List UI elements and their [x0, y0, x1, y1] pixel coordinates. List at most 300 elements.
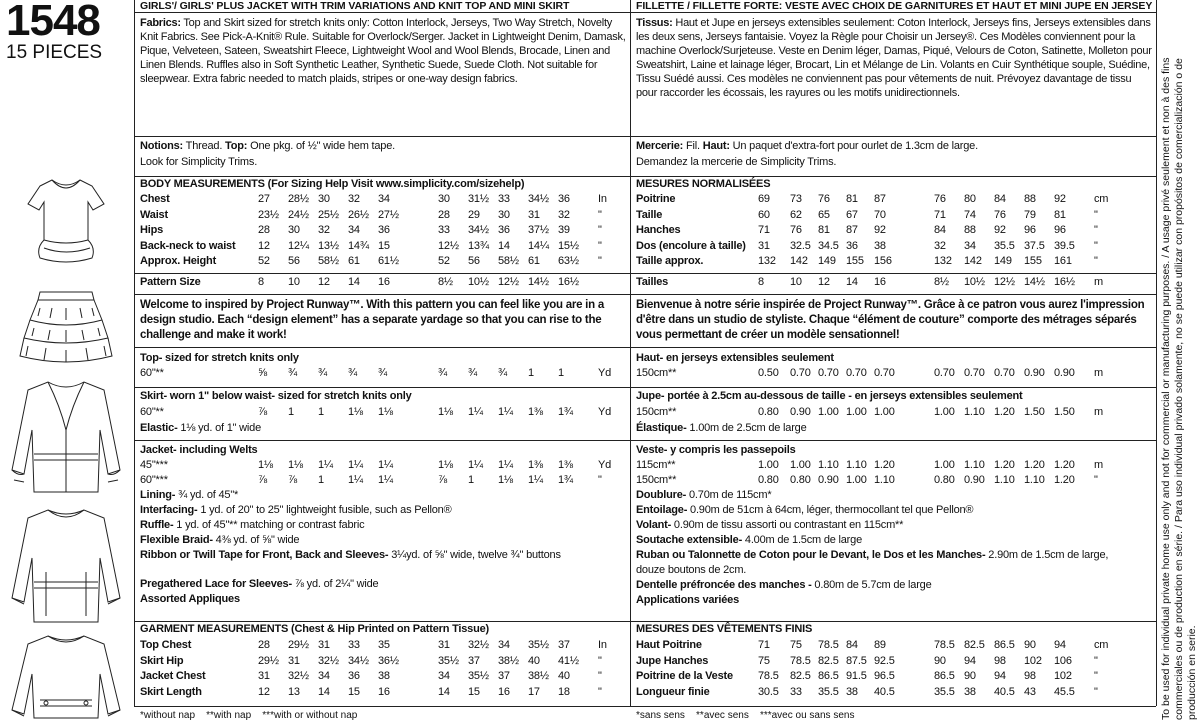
row-label: Hanches	[636, 224, 681, 236]
row-label: 60"**	[140, 406, 164, 418]
cell-value: 149	[818, 255, 836, 267]
cell-value: 12½	[438, 239, 459, 252]
row-label: 60"**	[140, 367, 164, 379]
cell-value: 1⅜	[558, 459, 573, 471]
cell-value: 32	[318, 224, 330, 236]
en-notions-line2: Look for Simplicity Trims.	[140, 156, 258, 168]
cell-value: 1.50	[1054, 406, 1075, 418]
cell-value: 13½	[318, 239, 339, 252]
cell-value: 17	[528, 685, 540, 698]
row-label: Skirt Length	[140, 685, 202, 698]
cell-value: 14	[318, 685, 330, 698]
cell-value: 90	[964, 670, 976, 682]
cell-value: 38½	[528, 670, 549, 682]
extra-notion-label: Ruffle-	[140, 519, 174, 531]
cell-value: 1	[528, 367, 534, 379]
cell-unit: "	[598, 474, 602, 486]
cell-value: 142	[964, 255, 982, 267]
cell-value: 38½	[498, 654, 519, 667]
cell-value: 16½	[1054, 276, 1075, 288]
cell-value: 1	[288, 406, 294, 418]
extra-notion-line	[140, 534, 299, 546]
cell-value: 33	[498, 193, 510, 205]
jacket-front-illustration	[12, 382, 120, 492]
cell-value: 32½	[288, 670, 309, 682]
cell-value: 88	[1024, 193, 1036, 205]
cell-value: 10	[790, 276, 802, 288]
row-label: Chest	[140, 193, 170, 205]
cell-value: 37½	[528, 224, 549, 236]
table-row	[636, 275, 1150, 290]
jacket-back-belt-illustration	[12, 636, 120, 718]
cell-value: 12½	[498, 276, 519, 288]
cell-value: 155	[1024, 255, 1042, 267]
cell-value: 14	[438, 685, 450, 698]
cell-value: 0.80	[790, 474, 811, 486]
cell-value: 75	[758, 654, 770, 667]
cell-value: 8	[758, 276, 764, 288]
table-row	[636, 223, 1150, 238]
cell-value: 82.5	[818, 654, 839, 667]
cell-value: 1⅛	[258, 459, 273, 471]
extra-notion-text: 2.90m de 1.5cm de large,	[985, 549, 1109, 561]
cell-unit: "	[1094, 474, 1098, 486]
cell-value: 106	[1054, 654, 1072, 667]
cell-unit: Yd	[598, 459, 612, 471]
cell-value: 15	[468, 685, 480, 698]
cell-value: 1.10	[846, 459, 867, 471]
extra-notion-line	[636, 534, 862, 546]
extra-notion-label: Lining-	[140, 489, 176, 501]
cell-value: ¾	[498, 367, 507, 379]
cell-value: ⅝	[258, 367, 267, 379]
cell-value: 1	[318, 406, 324, 418]
cell-value: 0.80	[758, 406, 779, 418]
cell-value: 0.80	[934, 474, 955, 486]
cell-value: 86.5	[934, 670, 955, 682]
cell-unit: "	[1094, 654, 1098, 667]
cell-value: 36	[558, 193, 570, 205]
extra-notion-label: Ribbon or Twill Tape for Front, Back and Sleeves-	[140, 549, 389, 561]
cell-value: 12	[258, 239, 270, 252]
en-title: GIRLS'/ GIRLS' PLUS JACKET WITH TRIM VARIATIONS AND KNIT TOP AND MINI SKIRT	[140, 0, 570, 12]
table-row	[636, 208, 1150, 223]
cell-value: 80	[964, 193, 976, 205]
cell-value: 27½	[378, 208, 399, 221]
cell-value: ¾	[318, 367, 327, 379]
cell-value: 36	[846, 239, 858, 252]
cell-value: 61	[348, 255, 360, 267]
en-welcome: Welcome to inspired by Project Runway™. With this pattern you can feel like you are in a design studio. Each “design element” has a separate yardage so that you can rise to the challenge and make it work!	[140, 299, 604, 341]
cell-value: 1¼	[498, 459, 513, 471]
cell-unit: "	[1094, 224, 1098, 236]
cell-value: 1.00	[790, 459, 811, 471]
fr-body-heading: MESURES NORMALISÉES	[636, 178, 771, 190]
cell-value: 1.00	[934, 406, 955, 418]
cell-value: 14¾	[348, 239, 369, 252]
cell-value: 75	[790, 639, 802, 651]
extra-notion-text: 0.70m de 115cm*	[686, 489, 772, 501]
cell-value: 63½	[558, 255, 579, 267]
table-row	[636, 638, 1150, 653]
table-row	[636, 254, 1150, 269]
en-top-heading: Top- sized for stretch knits only	[140, 352, 299, 364]
cell-value: 1⅛	[498, 474, 513, 486]
cell-value: 37.5	[1024, 239, 1045, 252]
cell-value: 15	[348, 685, 360, 698]
cell-value: 1.10	[994, 474, 1015, 486]
cell-value: 155	[846, 255, 864, 267]
extra-notion-text: 3¼yd. of ⅝" wide, twelve ¾" buttons	[388, 549, 561, 561]
fr-jacket-heading: Veste- y compris les passepoils	[636, 444, 796, 456]
table-row	[636, 458, 1150, 473]
cell-value: 56	[468, 255, 480, 267]
cell-value: 12¼	[288, 239, 309, 252]
cell-value: 81	[1054, 208, 1066, 221]
row-label: Taille approx.	[636, 255, 704, 267]
extra-notion-text: 4.00m de 1.5cm de large	[742, 534, 862, 546]
cell-value: ¾	[348, 367, 357, 379]
cell-value: 37	[498, 670, 510, 682]
cell-value: 52	[258, 255, 270, 267]
cell-value: 18	[558, 685, 570, 698]
cell-value: 81	[846, 193, 858, 205]
extra-notion-line	[140, 593, 240, 605]
en-notions	[140, 140, 395, 152]
cell-value: 30	[318, 193, 330, 205]
row-label: Approx. Height	[140, 255, 217, 267]
extra-notion-line	[636, 549, 1108, 561]
row-label: Haut Poitrine	[636, 639, 702, 651]
extra-notion-label: Soutache extensible-	[636, 534, 743, 546]
cell-value: 32½	[468, 639, 489, 651]
cell-value: 92	[874, 224, 886, 236]
skirt-illustration	[20, 292, 112, 362]
cell-value: 71	[758, 224, 770, 236]
row-label: Taille	[636, 208, 663, 221]
cell-value: 142	[790, 255, 808, 267]
cell-value: 14	[498, 239, 510, 252]
cell-unit: Yd	[598, 406, 612, 418]
cell-value: 23½	[258, 208, 279, 221]
fr-fabrics-text: Haut et Jupe en jerseys extensibles seulement: Coton Interlock, Jerseys fins, Jerseys extensibles dans les deux sens, Jerseys fantaisie. Voyez la Règle pour Choisir un Jersey®. Ces Modèles conviennent pour la machine Overlock/Surjeteuse. Veste en Denim léger, Damas, Piqué, Velours de Coton, Satinette, Molleton pour Sweatshirt, Laine et lainage léger, Brocart, Lin et Mélange de Lin. Volants en Cuir Synthétique souple, Suédine, Tissu Suédé aussi. Ces modèles ne conviennent pas pour vêtements de nuit. Prévoyez davantage de tissu pour raccorder les écossais, les rayures ou les motifs unidirectionnels.	[636, 17, 1152, 99]
cell-value: 34	[438, 670, 450, 682]
cell-unit: "	[1094, 239, 1098, 252]
cell-value: 33	[438, 224, 450, 236]
cell-value: 86.5	[994, 639, 1015, 651]
cell-value: 31	[258, 670, 270, 682]
cell-value: 34	[378, 193, 390, 205]
extra-notion-text: douze boutons de 2cm.	[636, 564, 747, 576]
cell-value: 96	[1024, 224, 1036, 236]
fr-elastic	[636, 422, 807, 434]
cell-value: 1¾	[558, 474, 573, 486]
cell-value: 73	[790, 193, 802, 205]
cell-value: 26½	[348, 208, 369, 221]
extra-notion-label: Entoilage-	[636, 504, 688, 516]
cell-value: 35	[378, 639, 390, 651]
cell-value: 29½	[288, 639, 309, 651]
cell-value: 1.10	[818, 459, 839, 471]
cell-unit: "	[1094, 208, 1098, 221]
en-garment-heading: GARMENT MEASUREMENTS (Chest & Hip Printed on Pattern Tissue)	[140, 623, 489, 635]
extra-notion-label: Applications variées	[636, 594, 739, 606]
cell-value: 0.90	[1024, 367, 1045, 379]
cell-value: 1.10	[964, 406, 985, 418]
cell-unit: "	[1094, 670, 1098, 682]
en-notions-top-label: Top:	[225, 140, 248, 152]
cell-value: 32	[934, 239, 946, 252]
extra-notion-label: Volant-	[636, 519, 672, 531]
cell-value: 76	[934, 193, 946, 205]
cell-value: 56	[288, 255, 300, 267]
fr-elastic-text: 1.00m de 2.5cm de large	[686, 422, 807, 434]
cell-value: 34	[318, 670, 330, 682]
extra-notion-line	[140, 519, 364, 531]
row-label: Pattern Size	[140, 276, 201, 288]
cell-value: ⅞	[438, 474, 447, 486]
row-label: Poitrine	[636, 193, 676, 205]
garment-illustrations	[0, 170, 132, 720]
cell-value: 1⅛	[348, 406, 363, 418]
cell-unit: "	[1094, 685, 1098, 698]
cell-value: 1⅜	[528, 406, 543, 418]
cell-value: 14¼	[528, 239, 549, 252]
cell-value: 96	[1054, 224, 1066, 236]
cell-value: 34½	[348, 654, 369, 667]
cell-value: 8½	[934, 276, 949, 288]
cell-value: 39.5	[1054, 239, 1075, 252]
cell-value: 76	[994, 208, 1006, 221]
cell-value: 67	[846, 208, 858, 221]
fr-notions	[636, 140, 978, 152]
usage-notice	[1160, 4, 1199, 720]
cell-value: 35½	[528, 639, 549, 651]
cell-value: 28	[258, 639, 270, 651]
row-label: Longueur finie	[636, 685, 710, 698]
table-row	[636, 366, 1150, 381]
cell-value: 94	[994, 670, 1006, 682]
cell-value: 71	[758, 639, 770, 651]
cell-value: 36	[348, 670, 360, 682]
cell-value: 79	[1024, 208, 1036, 221]
cell-value: 0.70	[818, 367, 839, 379]
cell-value: 37	[558, 639, 570, 651]
cell-value: 35½	[438, 654, 459, 667]
cell-value: 70	[874, 208, 886, 221]
extra-notion-text: 0.80m de 5.7cm de large	[811, 579, 932, 591]
cell-value: ¾	[438, 367, 447, 379]
cell-value: 10½	[964, 276, 985, 288]
cell-value: 1.00	[758, 459, 779, 471]
cell-unit: "	[598, 255, 602, 267]
cell-value: 58½	[498, 255, 519, 267]
cell-value: 1.00	[818, 406, 839, 418]
row-label: Dos (encolure à taille)	[636, 239, 746, 252]
cell-value: 1	[318, 474, 324, 486]
cell-value: 16	[378, 685, 390, 698]
en-fabrics-label: Fabrics:	[140, 17, 181, 29]
cell-unit: "	[1094, 255, 1098, 267]
cell-unit: cm	[1094, 639, 1109, 651]
extra-notion-label: Dentelle préfroncée des manches -	[636, 579, 812, 591]
cell-value: 32.5	[790, 239, 811, 252]
cell-value: 31	[318, 639, 330, 651]
cell-value: 149	[994, 255, 1012, 267]
cell-value: 0.70	[874, 367, 895, 379]
cell-value: 90	[1024, 639, 1036, 651]
cell-value: 1¾	[558, 406, 573, 418]
cell-value: 82.5	[790, 670, 811, 682]
cell-value: 78.5	[934, 639, 955, 651]
cell-value: 0.70	[934, 367, 955, 379]
cell-value: 14	[348, 276, 360, 288]
row-label: 45"***	[140, 459, 168, 471]
cell-unit: cm	[1094, 193, 1109, 205]
row-label: 150cm**	[636, 367, 677, 379]
pieces-count: 15 PIECES	[6, 42, 103, 63]
extra-notion-text: 0.90m de 51cm à 64cm, léger, thermocollant tel que Pellon®	[687, 504, 974, 516]
cell-value: 1.00	[846, 406, 867, 418]
extra-notion-line	[636, 489, 771, 501]
extra-notion-line	[636, 564, 746, 576]
cell-value: 0.90	[964, 474, 985, 486]
extra-notion-text: 1 yd. of 20" to 25" lightweight fusible, such as Pellon®	[197, 504, 452, 516]
cell-value: 1⅜	[528, 459, 543, 471]
cell-value: 98	[1024, 670, 1036, 682]
en-skirt-heading: Skirt- worn 1" below waist- sized for stretch knits only	[140, 390, 412, 402]
jacket-back-illustration	[12, 510, 120, 622]
cell-value: 1.10	[1024, 474, 1045, 486]
cell-value: 1¼	[498, 406, 513, 418]
fr-notions-top-label: Haut:	[702, 140, 730, 152]
row-label: 150cm**	[636, 406, 677, 418]
cell-value: 87	[874, 193, 886, 205]
cell-unit: Yd	[598, 367, 612, 379]
cell-value: 102	[1024, 654, 1042, 667]
cell-value: 16½	[558, 276, 579, 288]
cell-value: ¾	[378, 367, 387, 379]
cell-value: 8½	[438, 276, 453, 288]
cell-value: 1⅛	[438, 406, 453, 418]
row-label: Skirt Hip	[140, 654, 184, 667]
cell-value: 156	[874, 255, 892, 267]
cell-value: 78.5	[818, 639, 839, 651]
cell-value: 36	[498, 224, 510, 236]
cell-value: 35.5	[934, 685, 955, 698]
row-label: Jupe Hanches	[636, 654, 709, 667]
cell-value: 40	[528, 654, 540, 667]
fr-top-heading: Haut- en jerseys extensibles seulement	[636, 352, 834, 364]
cell-value: 1	[468, 474, 474, 486]
cell-value: 34½	[528, 193, 549, 205]
cell-value: 1.50	[1024, 406, 1045, 418]
cell-value: 87.5	[846, 654, 867, 667]
row-label: Hips	[140, 224, 164, 236]
cell-value: 33	[790, 685, 802, 698]
cell-value: 28½	[288, 193, 309, 205]
cell-value: 34	[498, 639, 510, 651]
cell-value: 92	[994, 224, 1006, 236]
cell-value: 35.5	[818, 685, 839, 698]
cell-value: 40	[558, 670, 570, 682]
cell-value: 40.5	[874, 685, 895, 698]
cell-value: 0.70	[846, 367, 867, 379]
cell-value: 96.5	[874, 670, 895, 682]
cell-value: 12½	[994, 276, 1015, 288]
cell-value: ⅞	[258, 406, 267, 418]
cell-value: 1.10	[874, 474, 895, 486]
cell-value: 34	[348, 224, 360, 236]
cell-value: 86.5	[818, 670, 839, 682]
cell-value: 37	[468, 654, 480, 667]
cell-value: 13¾	[468, 239, 489, 252]
extra-notion-text: ¾ yd. of 45"*	[175, 489, 239, 501]
cell-value: 14½	[1024, 276, 1045, 288]
extra-notion-label: Doublure-	[636, 489, 687, 501]
cell-value: 161	[1054, 255, 1072, 267]
cell-value: 34	[964, 239, 976, 252]
cell-value: 30.5	[758, 685, 779, 698]
cell-value: 1.20	[1054, 474, 1075, 486]
cell-value: 30	[498, 208, 510, 221]
cell-value: 1	[558, 367, 564, 379]
cell-value: 29½	[258, 654, 279, 667]
en-elastic-text: 1⅛ yd. of 1" wide	[177, 422, 261, 434]
cell-value: 31	[288, 654, 300, 667]
cell-value: 10	[288, 276, 300, 288]
cell-value: 1¼	[318, 459, 333, 471]
cell-value: 31	[758, 239, 770, 252]
extra-notion-label: Flexible Braid-	[140, 534, 213, 546]
cell-value: 132	[758, 255, 776, 267]
cell-unit: m	[1094, 276, 1103, 288]
extra-notion-label: Assorted Appliques	[140, 593, 240, 605]
cell-value: 40.5	[994, 685, 1015, 698]
cell-unit: "	[598, 224, 602, 236]
cell-value: 38	[964, 685, 976, 698]
cell-value: 39	[558, 224, 570, 236]
cell-value: 87	[846, 224, 858, 236]
fr-garment-heading: MESURES DES VÊTEMENTS FINIS	[636, 623, 813, 635]
cell-value: 32½	[318, 654, 339, 667]
cell-value: 84	[994, 193, 1006, 205]
cell-value: 82.5	[964, 639, 985, 651]
cell-value: 1¼	[468, 459, 483, 471]
en-body-heading: BODY MEASUREMENTS (For Sizing Help Visit www.simplicity.com/sizehelp)	[140, 178, 525, 190]
fr-notions-text: Fil.	[683, 140, 703, 152]
usage-notice-text: To be used for individual private home use only and not for commercial or manufacturing purposes. / A usage privé seulement et non à des fins commerciales ou de production en série. / Para uso individual privado solamente, no se puede utilizar con propósitos de comercialización o de producción en serie.	[1160, 57, 1198, 720]
cell-value: 94	[1054, 639, 1066, 651]
extra-notion-line	[140, 578, 378, 590]
cell-value: 35½	[468, 670, 489, 682]
cell-value: 84	[846, 639, 858, 651]
cell-value: 1.00	[934, 459, 955, 471]
cell-value: ¾	[468, 367, 477, 379]
en-elastic-label: Elastic-	[140, 422, 178, 434]
cell-value: 89	[874, 639, 886, 651]
cell-value: 98	[994, 654, 1006, 667]
en-fabrics-text: Top and Skirt sized for stretch knits only: Cotton Interlock, Jerseys, Two Way Stretch, Novelty Knit Fabrics. See Pick-A-Knit® Rule. Suitable for Overlock/Serger. Jacket in Lightweight Denim, Damask, Pique, Velveteen, Sateen, Sweatshirt Fleece, Lightweight Wool and Wool Blends, Brocade, Linen and Linen Blends. Ruffles also in Soft Synthetic Leather, Synthetic Suede, Suede Cloth. Not suitable for sleepwear. Extra fabric needed to match plaids, stripes or one-way design fabrics.	[140, 17, 626, 85]
table-row	[636, 239, 1150, 254]
cell-unit: "	[598, 670, 602, 682]
fr-elastic-label: Élastique-	[636, 422, 687, 434]
fr-welcome: Bienvenue à notre série inspirée de Project Runway™. Grâce à ce patron vous aurez l'impression d'être dans un studio de styliste. Chaque “élément de couture” comporte des métrages séparés vous permettant de créer un modèle sensationnel!	[636, 299, 1145, 341]
extra-notion-label: Interfacing-	[140, 504, 198, 516]
cell-value: 78.5	[790, 654, 811, 667]
cell-value: 0.90	[790, 406, 811, 418]
extra-notion-line	[636, 519, 903, 531]
